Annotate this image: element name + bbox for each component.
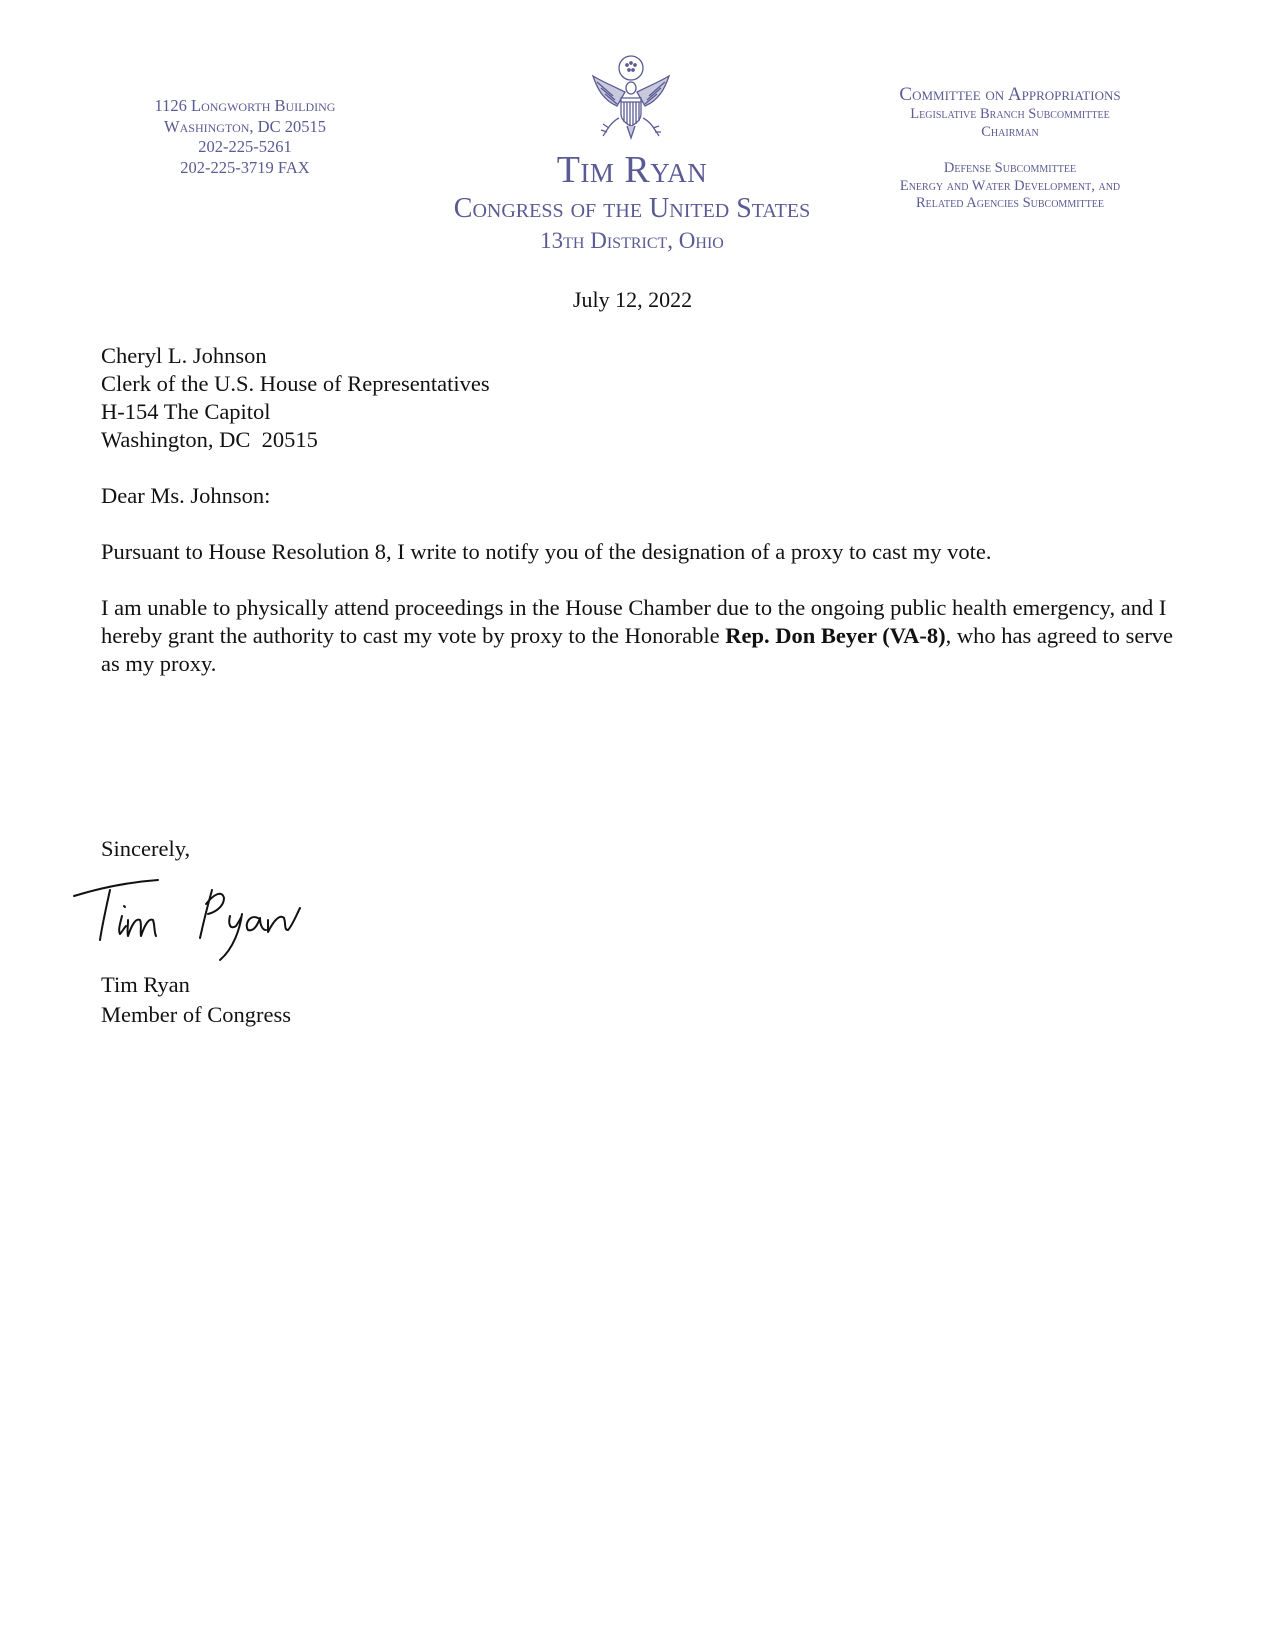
office-address-line-2: Washington, DC 20515: [164, 116, 326, 136]
letter-date: July 12, 2022: [572, 287, 693, 312]
recipient-block: [101, 342, 1181, 454]
signer-title: Member of Congress: [101, 1002, 291, 1027]
office-address-line-1: 1126 Longworth Building: [154, 96, 336, 115]
office-phone: 202-225-5261: [198, 137, 292, 156]
letterhead-member-name: Tim Ryan: [556, 149, 708, 191]
letterhead-congress: Congress of the United States: [453, 193, 811, 224]
letterhead-district: 13th District, Ohio: [540, 228, 724, 253]
letterhead-office-address: [130, 96, 360, 178]
subcommittee-energy-line-2: Related Agencies Subcommittee: [916, 195, 1104, 211]
subcommittee-energy-line-1: Energy and Water Development, and: [899, 177, 1121, 194]
recipient-name: Cheryl L. Johnson: [101, 343, 267, 368]
committee-name: Committee on Appropriations: [899, 84, 1121, 105]
salutation: Dear Ms. Johnson:: [101, 483, 271, 508]
letterhead-member-block: [382, 148, 882, 256]
paragraph-2: [101, 594, 1181, 678]
subcommittee-legislative: Legislative Branch Subcommittee: [910, 106, 1110, 122]
paragraph-2-text-before: I am unable to physically attend proceedings in the House Chamber due to the ongoing public health emergency, and I hereby grant the authority to cast my vote by proxy to the Honorable: [101, 595, 1167, 648]
recipient-address-2: Washington, DC 20515: [101, 427, 318, 452]
handwritten-signature-icon: [70, 868, 310, 968]
recipient-title: Clerk of the U.S. House of Representatives: [101, 371, 490, 396]
signer-block: [101, 970, 291, 1030]
paragraph-2-text-after: , who has agreed to serve as my proxy.: [101, 623, 1174, 676]
subcommittee-defense: Defense Subcommittee: [943, 160, 1077, 176]
letter-body: [101, 342, 1181, 678]
letterhead-committees: [860, 84, 1160, 213]
signer-name: Tim Ryan: [101, 972, 190, 997]
closing: Sincerely,: [101, 836, 191, 861]
office-fax: 202-225-3719 FAX: [180, 157, 310, 177]
subcommittee-role: Chairman: [981, 123, 1039, 140]
recipient-address-1: H-154 The Capitol: [101, 399, 271, 424]
paragraph-1: Pursuant to House Resolution 8, I write to notify you of the designation of a proxy to cast my vote.: [101, 539, 992, 564]
proxy-name: Rep. Don Beyer (VA-8): [725, 623, 946, 648]
great-seal-eagle-icon: [583, 52, 679, 148]
